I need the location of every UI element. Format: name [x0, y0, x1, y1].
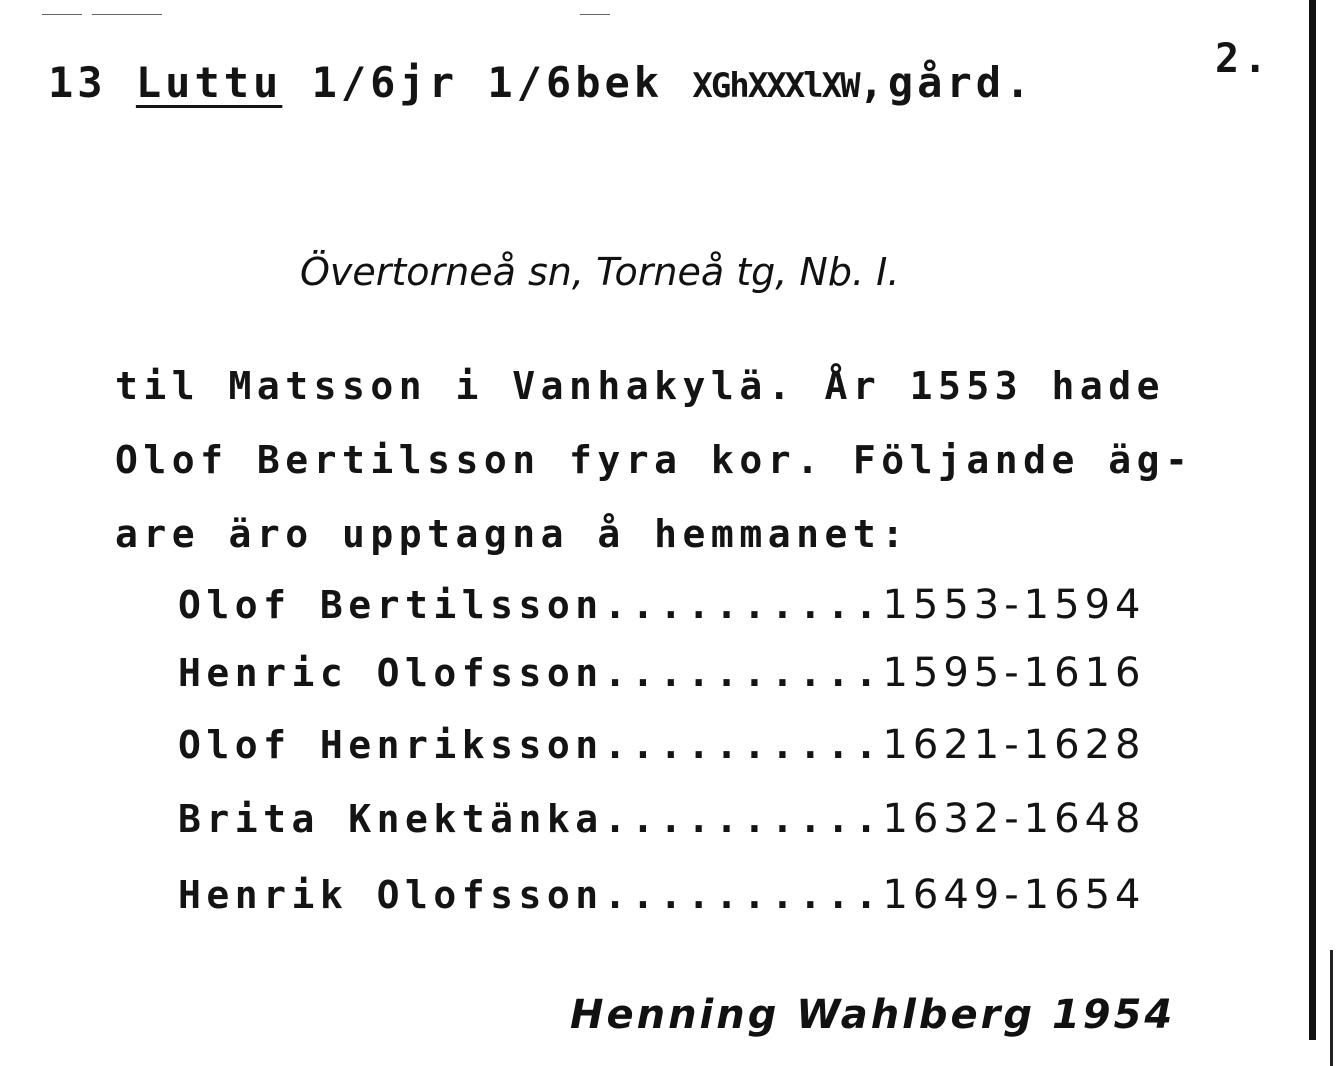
- struck-out-text: XGhXXXlXW: [692, 66, 859, 106]
- owner-row: [178, 650, 1198, 700]
- share-bek: 1/6bek: [487, 58, 664, 107]
- leader-dots: ..........: [603, 723, 883, 767]
- owner-name: Henrik Olofsson: [178, 873, 604, 917]
- owner-years: 1595-1616: [882, 650, 1146, 696]
- top-edge-mark: [92, 14, 162, 15]
- location-stamp: Övertorneå sn, Torneå tg, Nb. I.: [300, 250, 900, 294]
- farm-name: Luttu: [135, 58, 283, 107]
- owner-name: Brita Knektänka: [178, 797, 604, 841]
- owner-row: [178, 582, 1198, 632]
- owner-name: Olof Henriksson: [178, 723, 604, 767]
- leader-dots: ..........: [603, 797, 883, 841]
- owner-row: [178, 722, 1198, 772]
- owner-row: [178, 872, 1198, 922]
- card-edge-rule: [1309, 0, 1316, 1040]
- leader-dots: ..........: [603, 873, 883, 917]
- card-number: 2.: [1215, 36, 1272, 82]
- owner-years: 1553-1594: [882, 582, 1146, 628]
- owner-row: [178, 796, 1198, 846]
- top-edge-mark: [580, 14, 610, 15]
- top-edge-mark: [42, 14, 82, 15]
- paragraph-line: are äro upptagna å hemmanet:: [115, 512, 910, 556]
- signature-stamp: Henning Wahlberg 1954: [570, 992, 1176, 1038]
- owner-years: 1621-1628: [882, 722, 1146, 768]
- heading-suffix: ,gård.: [858, 58, 1035, 107]
- leader-dots: ..........: [603, 583, 883, 627]
- paragraph-line: Olof Bertilsson fyra kor. Följande äg-: [115, 438, 1194, 482]
- farm-heading: [48, 58, 1034, 107]
- owner-years: 1649-1654: [882, 872, 1146, 918]
- owner-name: Henric Olofsson: [178, 651, 604, 695]
- share-jr: 1/6jr: [311, 58, 459, 107]
- card-edge-rule-thin: [1330, 950, 1333, 1066]
- owner-name: Olof Bertilsson: [178, 583, 604, 627]
- owner-years: 1632-1648: [882, 796, 1146, 842]
- farm-number: 13: [48, 58, 107, 107]
- leader-dots: ..........: [603, 651, 883, 695]
- paragraph-line: til Matsson i Vanhakylä. År 1553 hade: [115, 364, 1165, 408]
